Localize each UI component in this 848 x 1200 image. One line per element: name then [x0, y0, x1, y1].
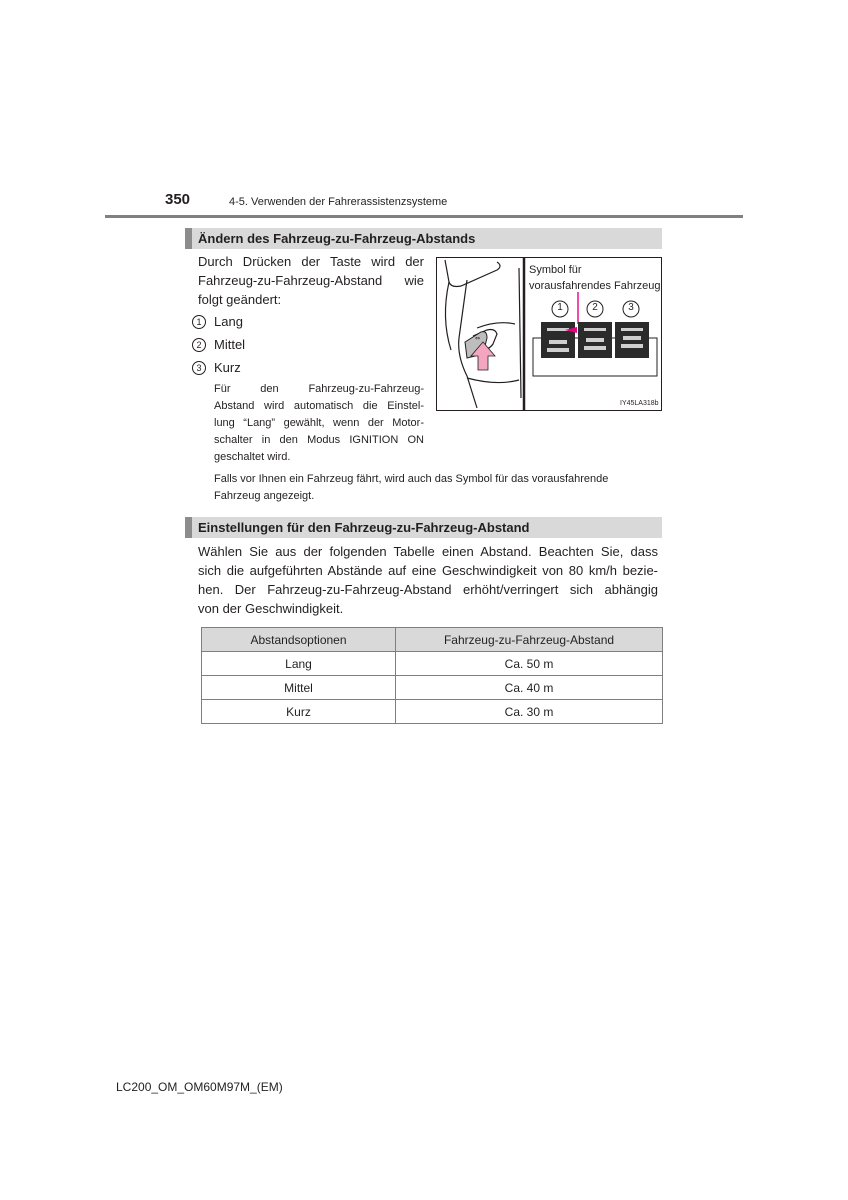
distance-table — [201, 627, 663, 724]
table-row — [202, 676, 663, 700]
table-row — [202, 652, 663, 676]
table-header-cell: Abstandsoptionen — [202, 628, 396, 652]
header-rule — [105, 215, 743, 218]
figure-distance-button — [436, 257, 662, 411]
page-number: 350 — [165, 191, 191, 208]
figure-marker-1: 1 — [557, 302, 563, 313]
figure-code: IY45LA318b — [620, 400, 659, 407]
symbol-label-line2: vorausfahrendes Fahrzeug — [529, 280, 661, 292]
note-line-4: schalter in den Modus IGNITION ON — [214, 434, 424, 446]
note-line-5: geschaltet wird. — [214, 451, 291, 463]
para-line-4: von der Geschwindigkeit. — [198, 601, 344, 616]
table-cell: Kurz — [202, 700, 396, 724]
chapter-title: 4-5. Verwenden der Fahrerassistenzsysteme — [229, 196, 448, 208]
para-line-2: sich die aufgeführten Abstände auf eine Geschwindigkeit von 80 km/h bezie- — [198, 563, 658, 578]
number-marker: 2 — [192, 338, 206, 352]
figure-marker-2: 2 — [592, 302, 598, 313]
note2-line-2: Fahrzeug angezeigt. — [214, 490, 315, 502]
number-marker: 1 — [192, 315, 206, 329]
table-header-cell: Fahrzeug-zu-Fahrzeug-Abstand — [396, 628, 663, 652]
table-row — [202, 700, 663, 724]
intro-line-1: Durch Drücken der Taste wird der — [198, 254, 424, 269]
table-cell: Ca. 40 m — [396, 676, 663, 700]
note-line-1: Für den Fahrzeug-zu-Fahrzeug- — [214, 383, 424, 395]
table-cell: Ca. 30 m — [396, 700, 663, 724]
number-marker: 3 — [192, 361, 206, 375]
table-cell: Ca. 50 m — [396, 652, 663, 676]
section-heading-distance-change: Ändern des Fahrzeug-zu-Fahrzeug-Abstands — [185, 228, 662, 249]
section-heading-distance-settings: Einstellungen für den Fahrzeug-zu-Fahrzeug-Abstand — [185, 517, 662, 538]
footer-code: LC200_OM_OM60M97M_(EM) — [116, 1080, 283, 1094]
note2-line-1: Falls vor Ihnen ein Fahrzeug fährt, wird auch das Symbol für das vorausfahrende — [214, 473, 609, 485]
para-line-1: Wählen Sie aus der folgenden Tabelle einen Abstand. Beachten Sie, dass — [198, 544, 658, 559]
list-item-label: Kurz — [214, 360, 241, 375]
table-header-row — [202, 628, 663, 652]
table-cell: Lang — [202, 652, 396, 676]
intro-line-2: Fahrzeug-zu-Fahrzeug-Abstand wie — [198, 273, 424, 288]
note-line-3: lung “Lang” gewählt, wenn der Motor- — [214, 417, 424, 429]
list-item-label: Lang — [214, 314, 243, 329]
intro-line-3: folgt geändert: — [198, 292, 282, 307]
symbol-label-line1: Symbol für — [529, 264, 582, 276]
para-line-3: hen. Der Fahrzeug-zu-Fahrzeug-Abstand erhöht/verringert sich abhängig — [198, 582, 658, 597]
list-item-label: Mittel — [214, 337, 246, 352]
svg-text:⇔: ⇔ — [475, 335, 481, 342]
table-cell: Mittel — [202, 676, 396, 700]
note-line-2: Abstand wird automatisch die Einstel- — [214, 400, 424, 412]
figure-marker-3: 3 — [628, 302, 634, 313]
